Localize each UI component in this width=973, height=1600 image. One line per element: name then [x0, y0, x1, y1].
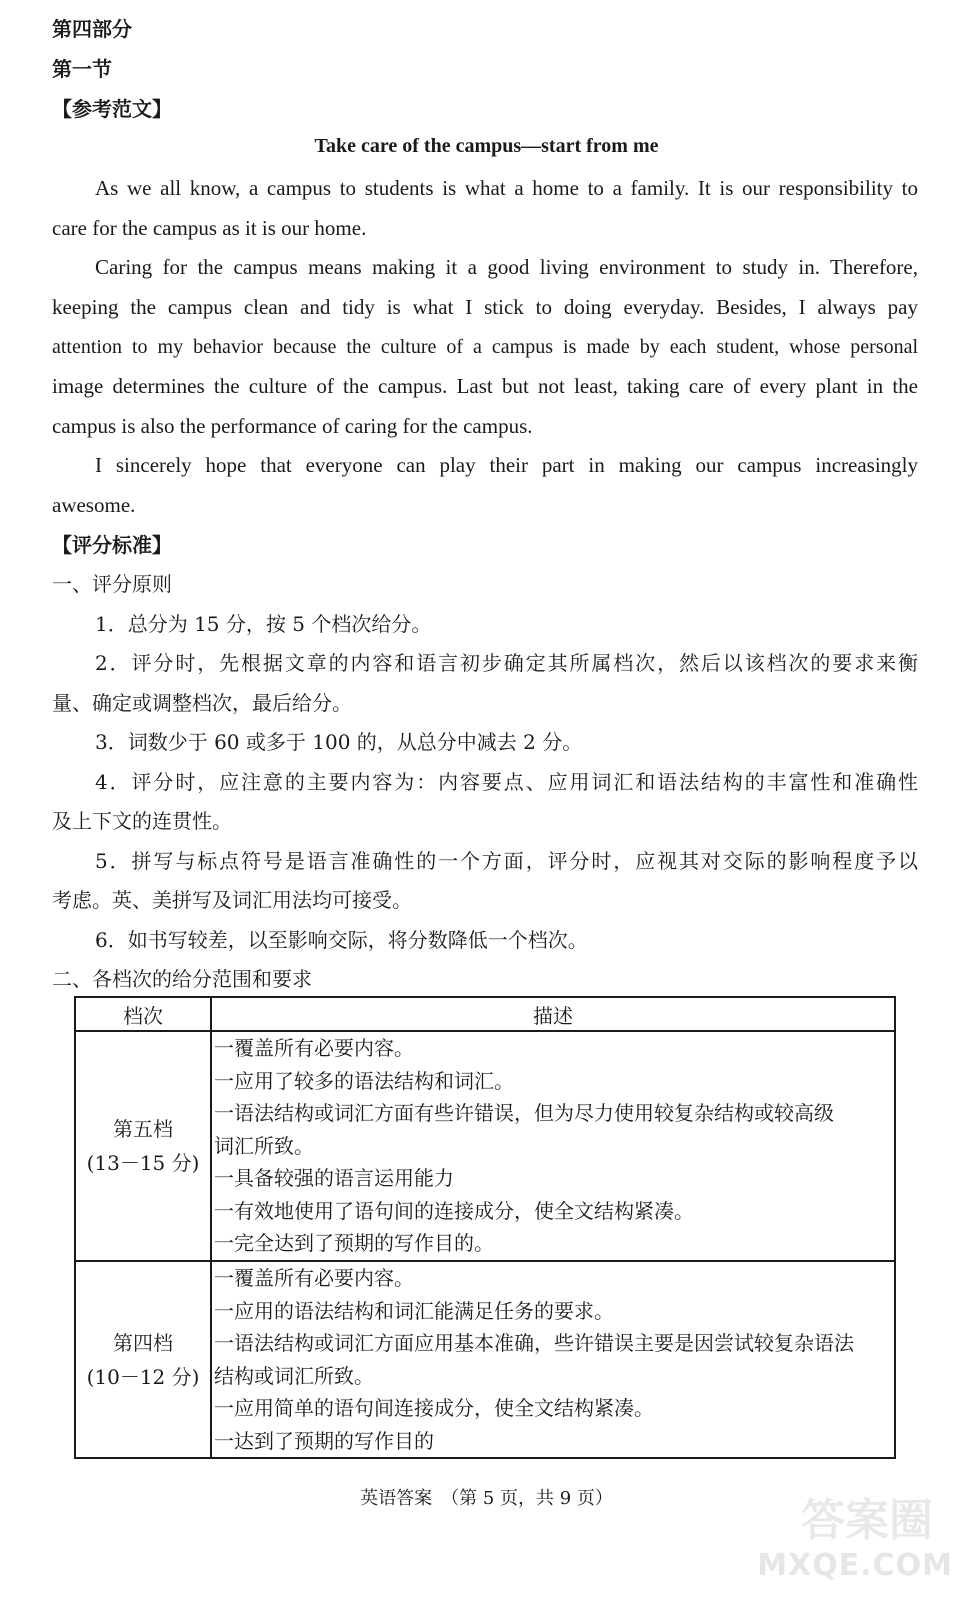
- band-range: (10－12 分): [86, 1364, 200, 1389]
- description-line: 一有效地使用了语句间的连接成分，使全文结构紧凑。: [214, 1198, 694, 1223]
- essay-line: I sincerely hope that everyone can play their part in making our campus increasingly: [95, 453, 918, 477]
- band-range: (13－15 分): [86, 1151, 200, 1175]
- table-header-band: 档次: [75, 997, 211, 1031]
- rubric-table: [74, 996, 896, 1459]
- description-line: 一应用简单的语句间连接成分，使全文结构紧凑。: [214, 1396, 654, 1420]
- criteria-line: 2．评分时，先根据文章的内容和语言初步确定其所属档次，然后以该档次的要求来衡: [95, 651, 918, 675]
- essay-line: awesome.: [52, 493, 136, 517]
- essay-line: campus is also the performance of caring for the campus.: [52, 414, 533, 438]
- criteria-line: 3．词数少于 60 或多于 100 的，从总分中减去 2 分。: [95, 730, 583, 754]
- description-cell: [211, 1261, 895, 1458]
- description-line: 一覆盖所有必要内容。: [214, 1266, 414, 1290]
- description-line: 一具备较强的语言运用能力: [214, 1166, 454, 1190]
- table-row: [75, 1261, 895, 1458]
- criteria-line: 及上下文的连贯性。: [52, 809, 232, 833]
- table-header-description: 描述: [211, 997, 895, 1031]
- description-cell: [211, 1031, 895, 1261]
- band-name: 第四档: [113, 1330, 173, 1355]
- model-essay-label: 【参考范文】: [52, 97, 172, 121]
- essay-line: image determines the culture of the campus. Last but not least, taking care of every plant in the: [52, 374, 918, 398]
- band-cell: [75, 1261, 211, 1458]
- essay-line: attention to my behavior because the culture of a campus is made by each student, whose personal: [52, 336, 918, 358]
- description-line: 词汇所致。: [214, 1133, 314, 1158]
- criteria-line: 4．评分时，应注意的主要内容为：内容要点、应用词汇和语法结构的丰富性和准确性: [95, 770, 918, 794]
- description-line: 一完全达到了预期的写作目的。: [214, 1231, 494, 1255]
- bands-heading: 二、各档次的给分范围和要求: [52, 967, 312, 991]
- criteria-line: 1．总分为 15 分，按 5 个档次给分。: [95, 612, 432, 636]
- description-line: 结构或词汇所致。: [214, 1363, 374, 1388]
- table-header-row: [75, 997, 895, 1031]
- description-line: 一应用的语法结构和词汇能满足任务的要求。: [214, 1298, 614, 1323]
- band-cell: [75, 1031, 211, 1261]
- criteria-line: 量、确定或调整档次，最后给分。: [52, 691, 352, 715]
- part-heading: 第四部分: [52, 17, 132, 41]
- page-footer: 英语答案 （第 5 页，共 9 页）: [360, 1488, 613, 1509]
- essay-title: Take care of the campus—start from me: [314, 135, 659, 157]
- description-line: 一语法结构或词汇方面应用基本准确，些许错误主要是因尝试较复杂语法: [214, 1331, 854, 1355]
- criteria-label: 【评分标准】: [52, 533, 172, 557]
- principles-heading: 一、评分原则: [52, 572, 172, 596]
- description-line: 一语法结构或词汇方面有些许错误，但为尽力使用较复杂结构或较高级: [214, 1101, 834, 1125]
- essay-line: As we all know, a campus to students is what a home to a family. It is our responsibility to: [95, 176, 918, 200]
- essay-line: care for the campus as it is our home.: [52, 216, 367, 240]
- essay-line: keeping the campus clean and tidy is what I stick to doing everyday. Besides, I always pay: [52, 295, 918, 319]
- table-row: [75, 1031, 895, 1261]
- essay-line: Caring for the campus means making it a good living environment to study in. Therefore,: [95, 255, 918, 279]
- watermark-url: MXQE.COM: [757, 1548, 953, 1583]
- description-line: 一达到了预期的写作目的: [214, 1428, 434, 1453]
- criteria-line: 考虑。英、美拼写及词汇用法均可接受。: [52, 888, 412, 912]
- criteria-line: 5．拼写与标点符号是语言准确性的一个方面，评分时，应视其对交际的影响程度予以: [95, 849, 918, 873]
- description-line: 一应用了较多的语法结构和词汇。: [214, 1068, 514, 1093]
- band-name: 第五档: [113, 1117, 173, 1141]
- subsection-heading: 第一节: [52, 57, 112, 81]
- description-line: 一覆盖所有必要内容。: [214, 1036, 414, 1060]
- criteria-line: 6．如书写较差，以至影响交际，将分数降低一个档次。: [95, 928, 588, 952]
- watermark-logo: 答案圈: [801, 1495, 933, 1546]
